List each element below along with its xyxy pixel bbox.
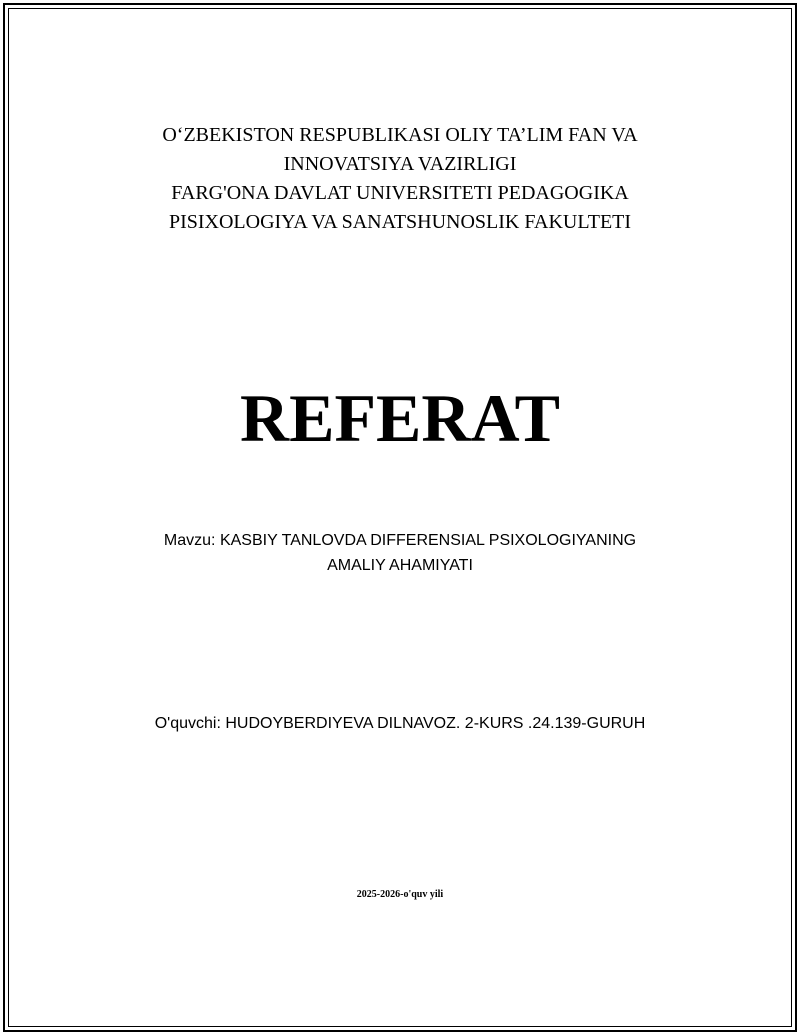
topic-line-1: Mavzu: KASBIY TANLOVDA DIFFERENSIAL PSIXOLOGIYANING [163, 532, 637, 549]
header-line-3: FARG'ONA DAVLAT UNIVERSITETI PEDAGOGIKA [171, 182, 629, 204]
student-info: O'quvchi: HUDOYBERDIYEVA DILNAVOZ. 2-KURS .24.139-GURUH [154, 715, 646, 732]
institution-header [0, 121, 800, 237]
header-line-4: PISIXOLOGIYA VA SANATSHUNOSLIK FAKULTETI [168, 211, 632, 233]
academic-year: 2025-2026-o'quv yili [356, 889, 444, 900]
topic-block [0, 528, 800, 578]
document-title: REFERAT [240, 380, 560, 456]
topic-line-2: AMALIY AHAMIYATI [327, 557, 473, 574]
header-line-2: INNOVATSIYA VAZIRLIGI [283, 153, 517, 175]
header-line-1: O‘ZBEKISTON RESPUBLIKASI OLIY TA’LIM FAN VA [162, 124, 638, 146]
